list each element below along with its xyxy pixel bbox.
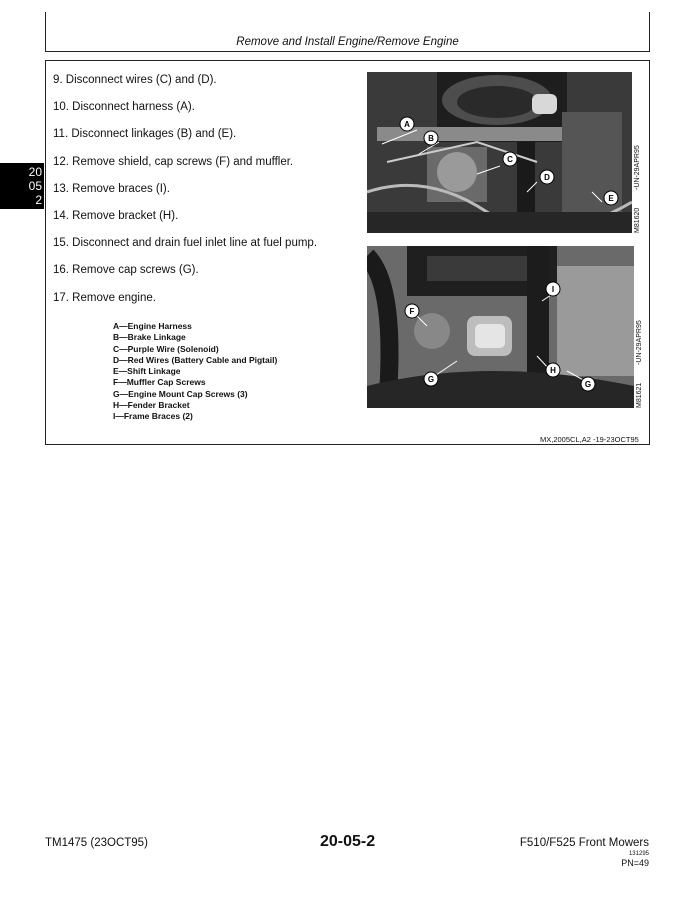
legend-item: F—Muffler Cap Screws: [113, 377, 206, 388]
callout-f: F: [409, 307, 415, 316]
callout-d: D: [544, 173, 550, 182]
callout-legend: [113, 321, 277, 423]
section-tab: [0, 163, 44, 209]
photo-code-id: -UN-29APR95: [634, 145, 641, 190]
print-date: 131295: [628, 851, 649, 857]
engine-photo-top: [367, 72, 632, 233]
legend-item: B—Brake Linkage: [113, 332, 186, 343]
callout-e: E: [608, 194, 614, 203]
legend-item: D—Red Wires (Battery Cable and Pigtail): [113, 354, 278, 365]
page-number: 20-05-2: [320, 833, 376, 850]
legend-item: H—Fender Bracket: [113, 400, 190, 411]
section-tab-line1: 20: [28, 165, 42, 179]
callout-g-second: G: [584, 380, 592, 389]
callout-c: C: [507, 155, 513, 164]
step-item: 15. Disconnect and drain fuel inlet line at fuel pump.: [53, 237, 318, 249]
callout-i: I: [551, 285, 555, 294]
section-title: Remove and Install Engine/Remove Engine: [236, 36, 459, 48]
callout-g: G: [427, 375, 435, 384]
step-item: 9. Disconnect wires (C) and (D).: [53, 74, 217, 86]
section-tab-line2: 05: [28, 179, 42, 193]
manual-id: TM1475 (23OCT95): [45, 837, 148, 849]
step-item: 12. Remove shield, cap screws (F) and muffler.: [53, 156, 294, 168]
step-item: 14. Remove bracket (H).: [53, 210, 179, 222]
section-tab-line3: 2: [35, 193, 42, 207]
step-item: 10. Disconnect harness (A).: [53, 101, 195, 113]
pn-number: PN=49: [621, 858, 649, 868]
figure-code: MX,2005CL,A2 -19-23OCT95: [540, 435, 639, 444]
legend-item: A—Engine Harness: [113, 321, 192, 331]
legend-item: G—Engine Mount Cap Screws (3): [113, 388, 248, 399]
legend-item: I—Frame Braces (2): [113, 411, 193, 422]
callout-a: A: [404, 120, 410, 129]
photo-code-number: M81621: [636, 382, 643, 408]
engine-photo-bottom: [367, 246, 634, 408]
photo-code-number: M81620: [634, 207, 641, 233]
step-item: 17. Remove engine.: [53, 292, 156, 304]
step-item: 16. Remove cap screws (G).: [53, 264, 199, 276]
photo-code-id: -UN-29APR95: [636, 320, 643, 365]
legend-item: E—Shift Linkage: [113, 366, 181, 377]
step-item: 13. Remove braces (I).: [53, 183, 170, 195]
page-header: [45, 12, 650, 52]
product-name: F510/F525 Front Mowers: [519, 837, 649, 849]
legend-item: C—Purple Wire (Solenoid): [113, 343, 219, 354]
callout-b: B: [428, 134, 434, 143]
callout-h: H: [550, 366, 556, 375]
step-item: 11. Disconnect linkages (B) and (E).: [53, 128, 237, 140]
